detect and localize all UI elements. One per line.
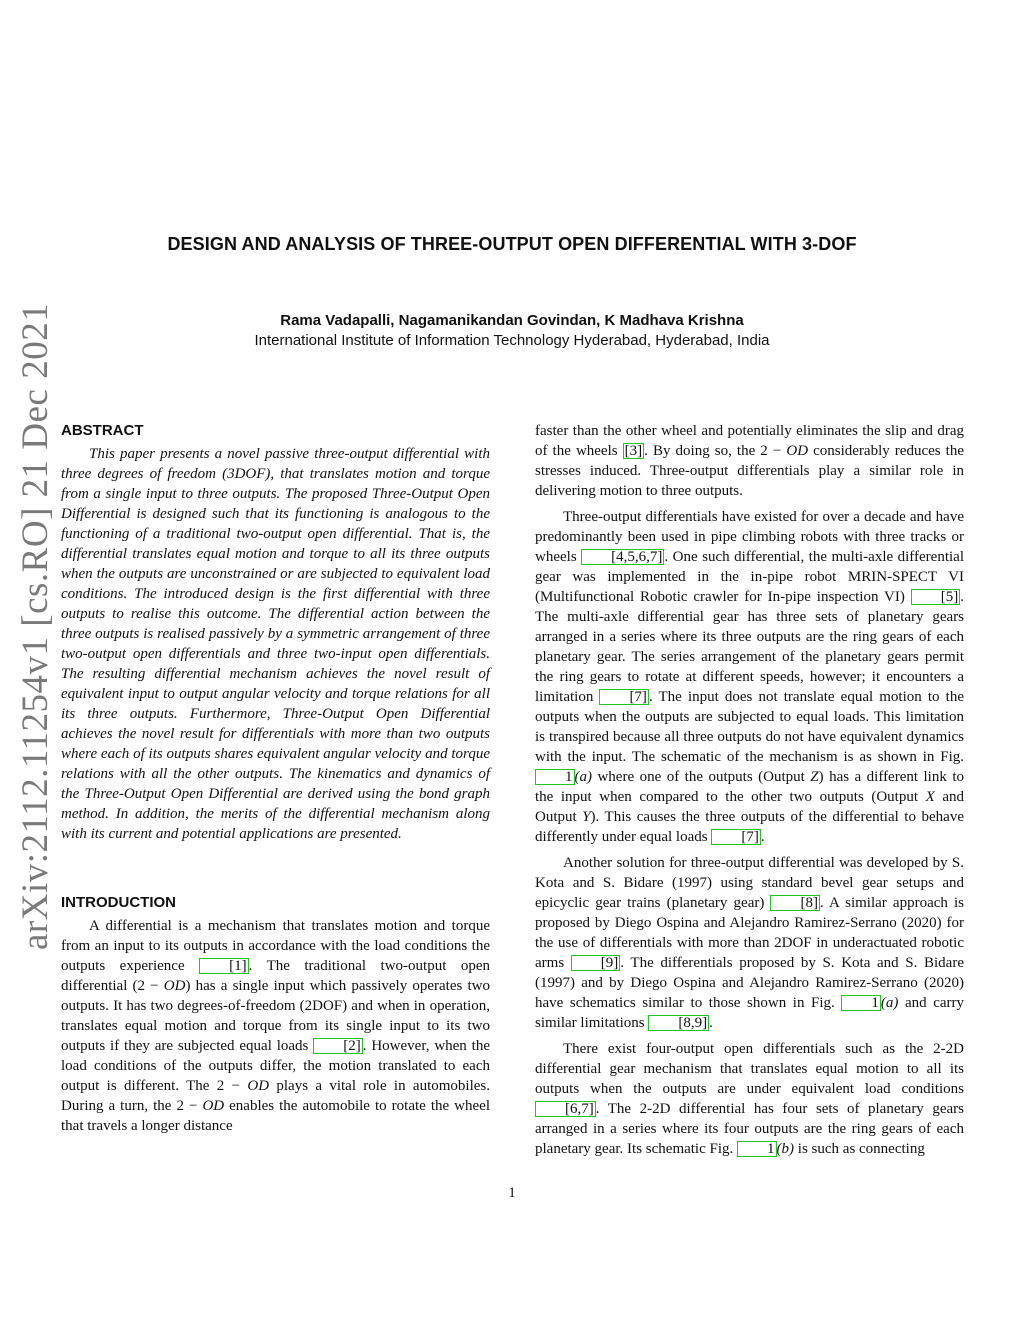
introduction-heading: INTRODUCTION — [61, 894, 176, 911]
paper-authors: Rama Vadapalli, Nagamanikandan Govindan, K Madhava Krishna — [280, 312, 744, 329]
citation-link[interactable]: [4,5,6,7] — [581, 549, 664, 565]
introduction-paragraph-1: A differential is a mechanism that translates motion and torque from an input to its outputs in accordance with the load conditions the outputs experience [1] . The traditional two-output open differential (2 − OD) has a single input which passively operates two outputs. It has two degrees-of-freedom (2DOF) and when in operation, translates equal motion and torque from its single input to its two outputs if they are subjected equal loads [2] . However, when the load conditions of the outputs differ, the motion translated to each output is different. The 2 − OD plays a vital role in automobiles. During a turn, the 2 − OD enables the automobile to rotate the wheel that travels a longer distance — [61, 918, 491, 1134]
three-output-history-paragraph: Three-output differentials have existed for over a decade and have predominantly been used in pipe climbing robots with three tracks or wheels [4,5,6,7] . One such differential, the multi-axle differential gear was implemented in the in-pipe robot MRIN-SPECT VI (Multifunctional Robotic crawler for In-pipe inspection VI) [5] . The multi-axle differential gear has three sets of planetary gears arranged in a series where its three outputs are the ring gears of each planetary gear. The series arrangement of the planetary gears permit the ring gears to rotate at different speeds, however; it encounters a limitation [7] . The input does not translate equal motion to the outputs when the outputs are subjected to equal loads. This limitation is transpired because all three outputs do not have equivalent dynamics with the input. The schematic of the mechanism is as shown in Fig. 1 (a) where one of the outputs (Output Z) has a different link to the input when compared to the other two outputs (Output X and Output Y). This causes the three outputs of the differential to behave differently under equal loads [7] . — [535, 509, 964, 845]
page-number: 1 — [508, 1185, 516, 1201]
abstract-heading: ABSTRACT — [61, 422, 144, 439]
right-column — [535, 421, 964, 1159]
citation-link[interactable]: [3] — [624, 443, 643, 459]
figure-link[interactable]: 1 — [841, 995, 881, 1011]
citation-link[interactable]: [8] — [770, 895, 820, 911]
four-output-paragraph: There exist four-output open differentials such as the 2-2D differential gear mechanism that translates equal motion to all its outputs when the outputs are under equivalent load conditions [6,7] . The 2-2D differential has four sets of planetary gears arranged in a series where its four outputs are the ring gears of each planetary gear. Its schematic Fig. 1 (b) is such as connecting — [535, 1041, 964, 1157]
paper-affiliation: International Institute of Information Technology Hyderabad, Hyderabad, India — [254, 332, 770, 349]
left-column — [61, 421, 490, 1136]
citation-link[interactable]: [1] — [199, 958, 249, 974]
abstract-text: This paper presents a novel passive three-output differential with three degrees of freedom (3DOF), that translates motion and torque from a single input to three outputs. The proposed Three-Output Open Differential is designed such that its functioning is analogous to the functioning of a traditional two-output open differential. That is, the differential translates equal motion and torque to all its three outputs when the outputs are unconstrained or are subjected to equivalent load conditions. The introduced design is the first differential with three outputs to realise this outcome. The differential action between the three outputs is realised passively by a symmetric arrangement of three two-output open differentials and three two-input open differentials. The resulting differential mechanism achieves the novel result of equivalent input to output angular velocity and torque relations for all its three outputs. Furthermore, Three-Output Open Differential achieves the novel result for differentials with more than two outputs where each of its outputs shares equivalent angular velocity and torque relations with all the other outputs. The kinematics and dynamics of the Three-Output Open Differential are derived using the bond graph method. In addition, the merits of the differential mechanism along with its current and potential applications are presented. — [61, 446, 490, 842]
citation-link[interactable]: [7] — [599, 689, 649, 705]
figure-link[interactable]: 1 — [737, 1141, 777, 1157]
figure-link[interactable]: 1 — [535, 769, 575, 785]
citation-link[interactable]: [6,7] — [535, 1101, 596, 1117]
kota-bidare-paragraph: Another solution for three-output differential was developed by S. Kota and S. Bidare (1997) using standard bevel gear setups and epicyclic gear trains (planetary gear) [8] . A similar approach is proposed by Diego Ospina and Alejandro Ramirez-Serrano (2020) for the use of differentials with more than 2DOF in underactuated robotic arms [9] . The differentials proposed by S. Kota and S. Bidare (1997) and by Diego Ospina and Alejandro Ramirez-Serrano (2020) have schematics similar to those shown in Fig. 1 (a) and carry similar limitations [8,9] . — [535, 855, 965, 1031]
citation-link[interactable]: [2] — [313, 1038, 363, 1054]
citation-link[interactable]: [9] — [571, 955, 621, 971]
arxiv-identifier-stamp: arXiv:2112.11254v1 [cs.RO] 21 Dec 2021 — [15, 302, 56, 950]
paper-title: DESIGN AND ANALYSIS OF THREE-OUTPUT OPEN DIFFERENTIAL WITH 3-DOF — [167, 234, 857, 254]
intro-continuation-paragraph: faster than the other wheel and potentially eliminates the slip and drag of the wheels [3] . By doing so, the 2 − OD considerably reduces the stresses induced. Three-output differentials play a similar role in delivering motion to three outputs. — [535, 423, 964, 499]
citation-link[interactable]: [7] — [711, 829, 761, 845]
citation-link[interactable]: [8,9] — [648, 1015, 709, 1031]
citation-link[interactable]: [5] — [911, 589, 961, 605]
